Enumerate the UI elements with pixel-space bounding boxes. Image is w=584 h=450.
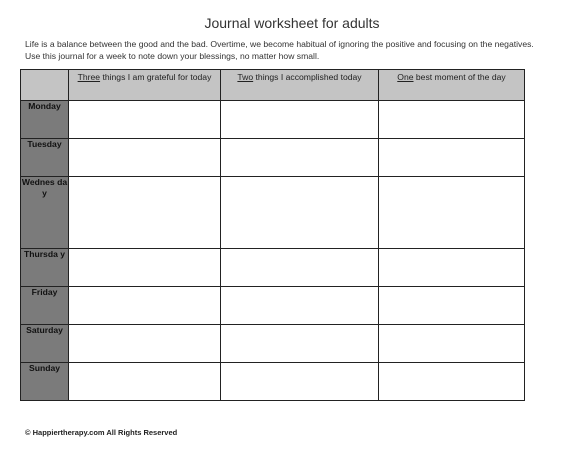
- intro-paragraph: Life is a balance between the good and the bad. Overtime, we become habitual of ignoring the positive and focusing on the negatives. Use this journal for a week to note down your blessings, no matter how small.: [25, 39, 534, 61]
- day-label: Saturday: [21, 325, 69, 363]
- day-label: Monday: [21, 101, 69, 139]
- day-row-thursday: [21, 249, 525, 287]
- day-row-monday: [21, 101, 525, 139]
- header-row: [21, 70, 525, 101]
- grateful-cell[interactable]: [69, 249, 221, 287]
- day-row-sunday: [21, 363, 525, 401]
- best-moment-cell[interactable]: [379, 249, 525, 287]
- day-label: Wednes day: [21, 176, 69, 249]
- grateful-cell[interactable]: [69, 363, 221, 401]
- column-header-emphasis: Two: [237, 72, 254, 82]
- day-row-saturday: [21, 325, 525, 363]
- day-row-tuesday: [21, 138, 525, 176]
- best-moment-cell[interactable]: [379, 363, 525, 401]
- column-header-best-moment: [379, 70, 525, 101]
- column-header-text: things I accomplished today: [253, 72, 362, 82]
- grateful-cell[interactable]: [69, 287, 221, 325]
- copyright-footer: © Happiertherapy.com All Rights Reserved: [25, 428, 178, 437]
- grateful-cell[interactable]: [69, 101, 221, 139]
- column-header-emphasis: One: [397, 72, 414, 82]
- accomplished-cell[interactable]: [221, 138, 379, 176]
- column-header-emphasis: Three: [77, 72, 101, 82]
- accomplished-cell[interactable]: [221, 249, 379, 287]
- best-moment-cell[interactable]: [379, 176, 525, 249]
- best-moment-cell[interactable]: [379, 101, 525, 139]
- journal-table: [20, 69, 525, 401]
- grateful-cell[interactable]: [69, 325, 221, 363]
- day-label: Thursda y: [21, 249, 69, 287]
- day-row-friday: [21, 287, 525, 325]
- day-row-wednesday: [21, 176, 525, 249]
- worksheet-title: Journal worksheet for adults: [204, 15, 380, 31]
- best-moment-cell[interactable]: [379, 287, 525, 325]
- day-label: Sunday: [21, 363, 69, 401]
- column-header-text: things I am grateful for today: [100, 72, 212, 82]
- grateful-cell[interactable]: [69, 138, 221, 176]
- corner-cell: [21, 70, 69, 101]
- day-label: Friday: [21, 287, 69, 325]
- accomplished-cell[interactable]: [221, 363, 379, 401]
- accomplished-cell[interactable]: [221, 287, 379, 325]
- column-header-accomplished: [221, 70, 379, 101]
- grateful-cell[interactable]: [69, 176, 221, 249]
- day-label: Tuesday: [21, 138, 69, 176]
- accomplished-cell[interactable]: [221, 325, 379, 363]
- best-moment-cell[interactable]: [379, 325, 525, 363]
- column-header-text: best moment of the day: [413, 72, 506, 82]
- column-header-grateful: [69, 70, 221, 101]
- best-moment-cell[interactable]: [379, 138, 525, 176]
- accomplished-cell[interactable]: [221, 101, 379, 139]
- accomplished-cell[interactable]: [221, 176, 379, 249]
